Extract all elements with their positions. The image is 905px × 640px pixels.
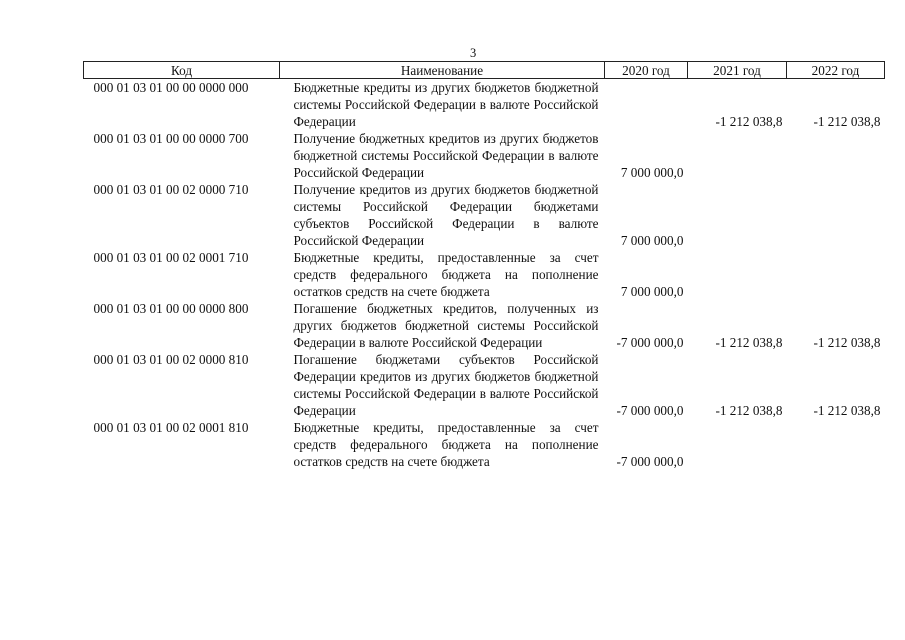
header-code: Код: [84, 62, 280, 79]
row-name: Погашение бюджетами субъектов Российской Федерации кредитов из других бюджетов бюджетной системы Российской Федерации в валюте Российской Федерации: [293, 352, 599, 418]
row-2021: -1 212 038,8: [715, 403, 783, 418]
table-row: [84, 249, 885, 300]
row-name: Бюджетные кредиты, предоставленные за счет средств федерального бюджета на пополнение остатков средств на счете бюджета: [293, 250, 599, 299]
row-2021: [688, 419, 787, 470]
row-2021: [688, 249, 787, 300]
row-2021: -1 212 038,8: [715, 114, 783, 129]
row-code: 000 01 03 01 00 02 0000 710: [93, 182, 249, 197]
row-2021: -1 212 038,8: [715, 335, 783, 350]
row-code: 000 01 03 01 00 00 0000 800: [93, 301, 249, 316]
row-code: 000 01 03 01 00 00 0000 700: [93, 131, 249, 146]
row-name: Получение бюджетных кредитов из других бюджетов бюджетной системы Российской Федерации в валюте Российской Федерации: [293, 131, 599, 180]
row-2022: -1 212 038,8: [813, 403, 881, 418]
row-2020: 7 000 000,0: [620, 233, 684, 248]
row-name: Бюджетные кредиты, предоставленные за счет средств федерального бюджета на пополнение остатков средств на счете бюджета: [293, 420, 599, 469]
row-name: Погашение бюджетных кредитов, полученных из других бюджетов бюджетной системы Российской Федерации в валюте Российской Федерации: [293, 301, 599, 350]
header-name: Наименование: [280, 62, 605, 79]
row-2022: -1 212 038,8: [813, 335, 881, 350]
row-2022: -1 212 038,8: [813, 114, 881, 129]
row-code: 000 01 03 01 00 02 0000 810: [93, 352, 249, 367]
table-row: [84, 351, 885, 419]
budget-table: [83, 61, 885, 470]
table-row: [84, 130, 885, 181]
table-row: [84, 419, 885, 470]
table-row: [84, 181, 885, 249]
row-name: Получение кредитов из других бюджетов бюджетной системы Российской Федерации бюджетами субъектов Российской Федерации в валюте Российской Федерации: [293, 182, 599, 248]
header-2022: 2022 год: [787, 62, 885, 79]
row-2020: -7 000 000,0: [616, 403, 684, 418]
header-2021: 2021 год: [688, 62, 787, 79]
row-2020: [605, 79, 688, 131]
row-2020: 7 000 000,0: [620, 165, 684, 180]
row-2022: [787, 419, 885, 470]
table-row: [84, 79, 885, 131]
table-row: [84, 300, 885, 351]
row-name: Бюджетные кредиты из других бюджетов бюджетной системы Российской Федерации в валюте Российской Федерации: [293, 80, 599, 129]
row-2021: [688, 130, 787, 181]
row-2022: [787, 181, 885, 249]
row-2022: [787, 130, 885, 181]
row-code: 000 01 03 01 00 02 0001 810: [93, 420, 249, 435]
header-2020: 2020 год: [605, 62, 688, 79]
row-2020: -7 000 000,0: [616, 454, 684, 469]
row-2022: [787, 249, 885, 300]
page-number: 3: [470, 46, 477, 60]
row-2020: 7 000 000,0: [620, 284, 684, 299]
row-code: 000 01 03 01 00 00 0000 000: [93, 80, 249, 95]
row-2021: [688, 181, 787, 249]
row-2020: -7 000 000,0: [616, 335, 684, 350]
table-header-row: [84, 62, 885, 79]
row-code: 000 01 03 01 00 02 0001 710: [93, 250, 249, 265]
